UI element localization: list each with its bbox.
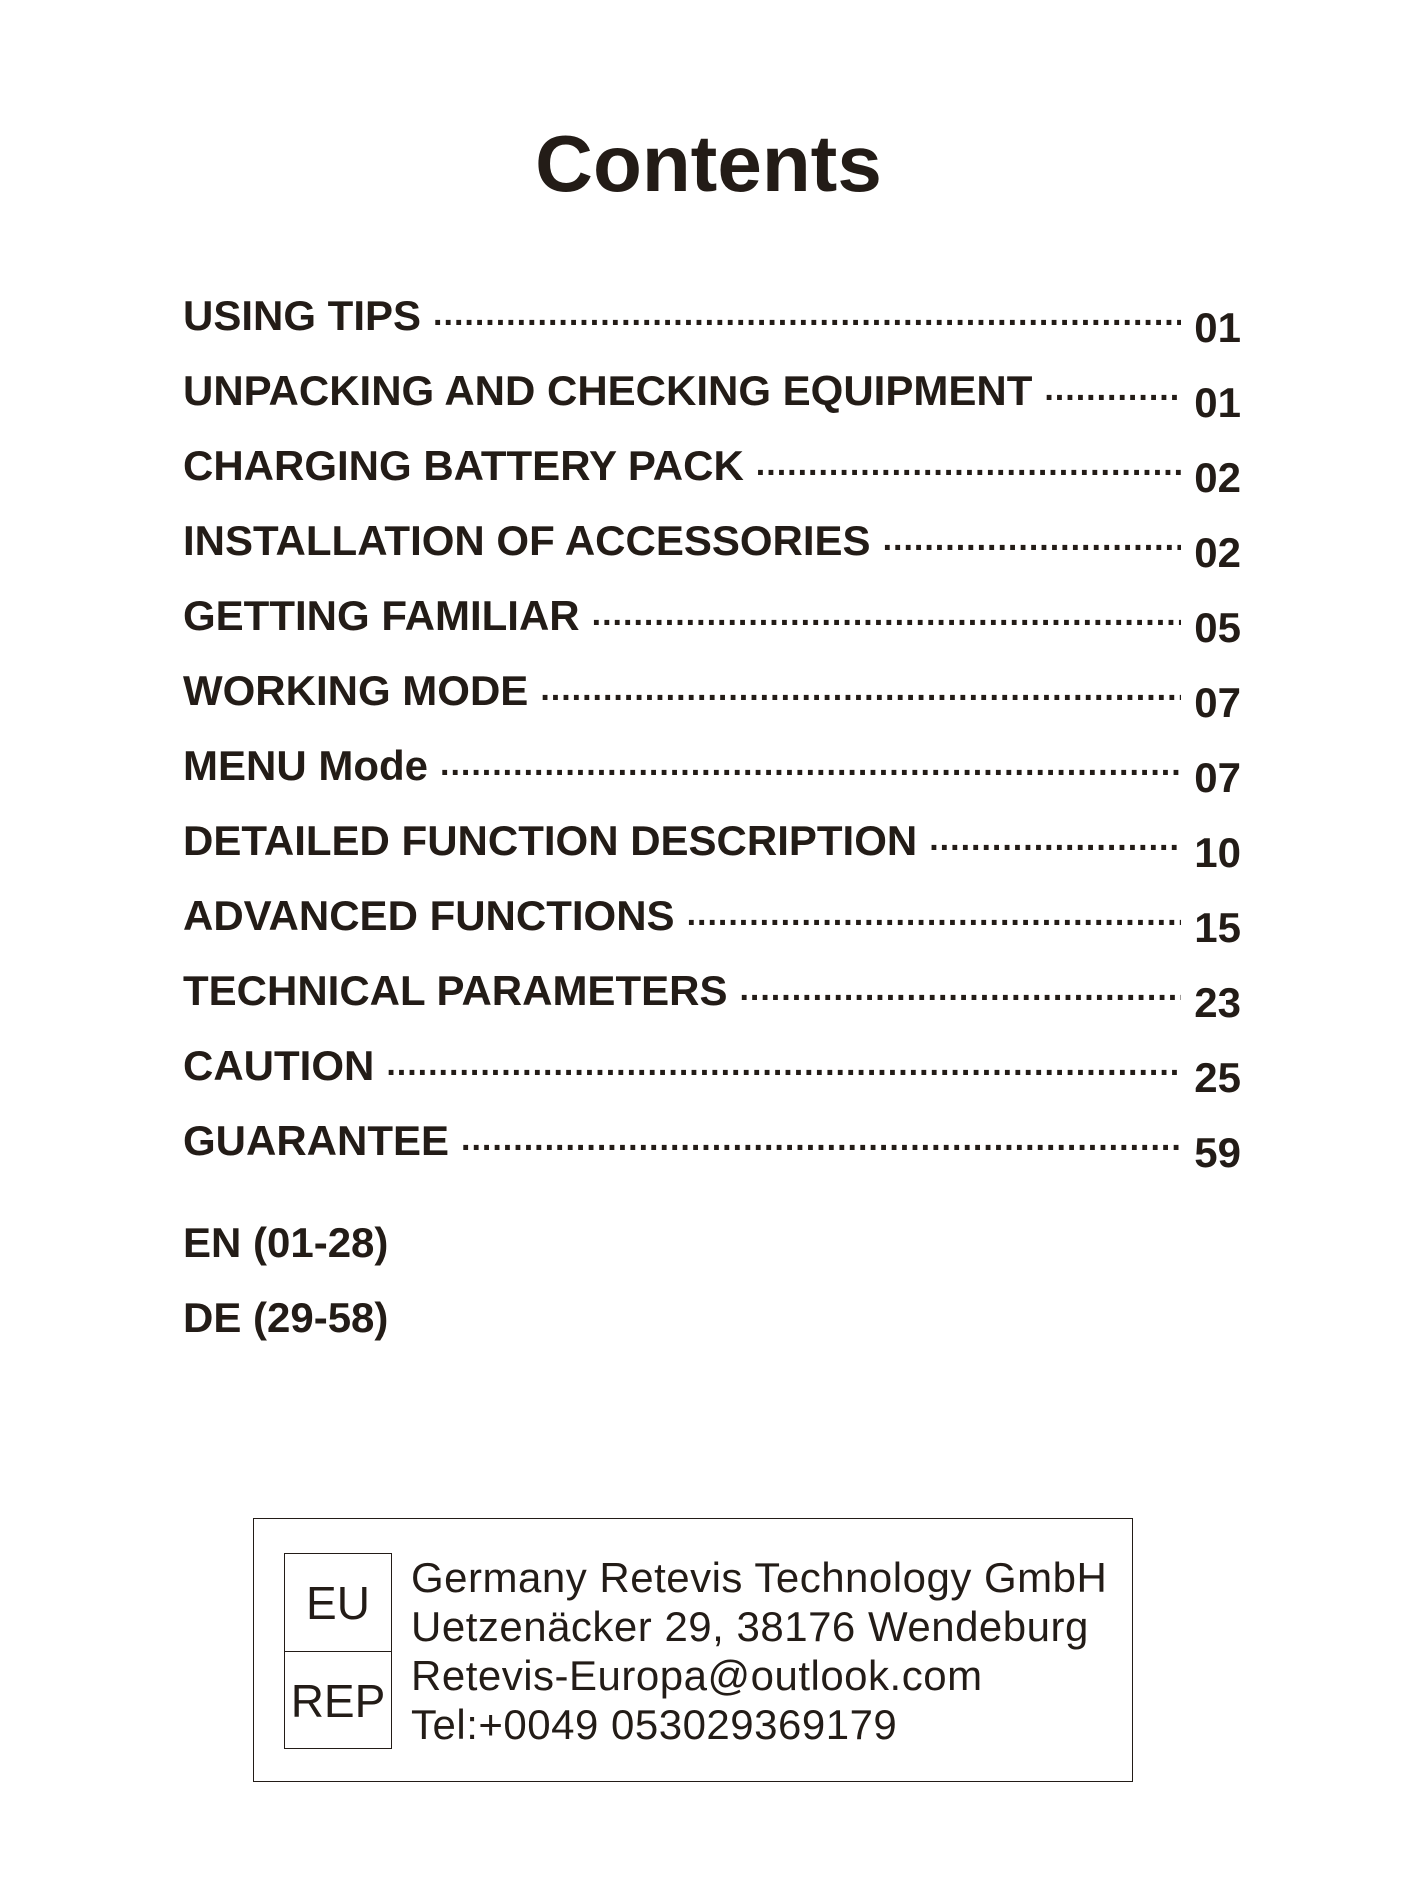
toc-entry-getting-familiar[interactable]: [183, 562, 1241, 651]
toc-entry-label: GUARANTEE: [183, 1117, 450, 1164]
language-section-en: EN (01-28): [183, 1219, 389, 1266]
toc-entry-advanced-functions[interactable]: [183, 862, 1241, 951]
toc-entry-technical-parameters[interactable]: [183, 937, 1241, 1026]
toc-entry-working-mode[interactable]: [183, 637, 1241, 726]
toc-entry-installation[interactable]: [183, 487, 1241, 576]
toc-dot-leader: [433, 297, 1181, 331]
toc-dot-leader: [883, 522, 1181, 556]
toc-dot-leader: [739, 972, 1181, 1006]
toc-entry-label: USING TIPS: [183, 292, 422, 339]
eu-rep-address: Uetzenäcker 29, 38176 Wendeburg: [411, 1603, 1089, 1650]
toc-dot-leader: [929, 822, 1181, 856]
toc-dot-leader: [540, 672, 1181, 706]
toc-dot-leader: [687, 897, 1181, 931]
toc-entry-page: 02: [1194, 529, 1241, 576]
toc-entry-page: 25: [1194, 1054, 1241, 1101]
toc-entry-menu-mode[interactable]: [183, 712, 1241, 801]
toc-entry-guarantee[interactable]: [183, 1087, 1241, 1176]
eu-rep-symbol-top: EU: [285, 1554, 391, 1652]
toc-dot-leader: [592, 597, 1181, 631]
eu-rep-phone: Tel:+0049 053029369179: [411, 1701, 898, 1748]
toc-entry-page: 10: [1194, 829, 1241, 876]
toc-entry-using-tips[interactable]: [183, 262, 1241, 351]
toc-entry-page: 07: [1194, 754, 1241, 801]
toc-entry-page: 02: [1194, 454, 1241, 501]
toc-entry-label: CHARGING BATTERY PACK: [183, 442, 744, 489]
table-of-contents: [183, 262, 1241, 1176]
toc-entry-page: 05: [1194, 604, 1241, 651]
toc-entry-label: WORKING MODE: [183, 667, 529, 714]
toc-entry-label: GETTING FAMILIAR: [183, 592, 580, 639]
toc-entry-page: 07: [1194, 679, 1241, 726]
toc-entry-label: CAUTION: [183, 1042, 375, 1089]
toc-entry-page: 01: [1194, 304, 1241, 351]
eu-rep-symbol-bottom: REP: [290, 1674, 386, 1727]
eu-representative-box: [253, 1518, 1133, 1782]
toc-entry-label: DETAILED FUNCTION DESCRIPTION: [183, 817, 918, 864]
toc-entry-caution[interactable]: [183, 1012, 1241, 1101]
toc-dot-leader: [461, 1122, 1181, 1156]
toc-entry-charging[interactable]: [183, 412, 1241, 501]
toc-entry-page: 59: [1194, 1129, 1241, 1176]
eu-rep-email[interactable]: Retevis-Europa@outlook.com: [411, 1652, 983, 1699]
toc-entry-label: UNPACKING AND CHECKING EQUIPMENT: [183, 367, 1033, 414]
toc-entry-label: ADVANCED FUNCTIONS: [183, 892, 675, 939]
eu-rep-symbol: [284, 1553, 392, 1749]
toc-entry-page: 01: [1194, 379, 1241, 426]
toc-entry-detailed-function[interactable]: [183, 787, 1241, 876]
language-sections: [183, 1205, 388, 1355]
toc-dot-leader: [440, 747, 1181, 781]
toc-dot-leader: [756, 447, 1181, 481]
page-title: Contents: [535, 119, 882, 208]
eu-rep-details: [411, 1553, 1107, 1749]
eu-rep-company: Germany Retevis Technology GmbH: [411, 1554, 1108, 1601]
toc-entry-page: 15: [1194, 904, 1241, 951]
toc-dot-leader: [386, 1047, 1181, 1081]
toc-entry-page: 23: [1194, 979, 1241, 1026]
toc-entry-label: TECHNICAL PARAMETERS: [183, 967, 728, 1014]
toc-entry-label: MENU Mode: [183, 742, 428, 789]
language-section-de: DE (29-58): [183, 1294, 389, 1341]
toc-entry-label: INSTALLATION OF ACCESSORIES: [183, 517, 871, 564]
toc-dot-leader: [1044, 372, 1181, 406]
toc-entry-unpacking[interactable]: [183, 337, 1241, 426]
